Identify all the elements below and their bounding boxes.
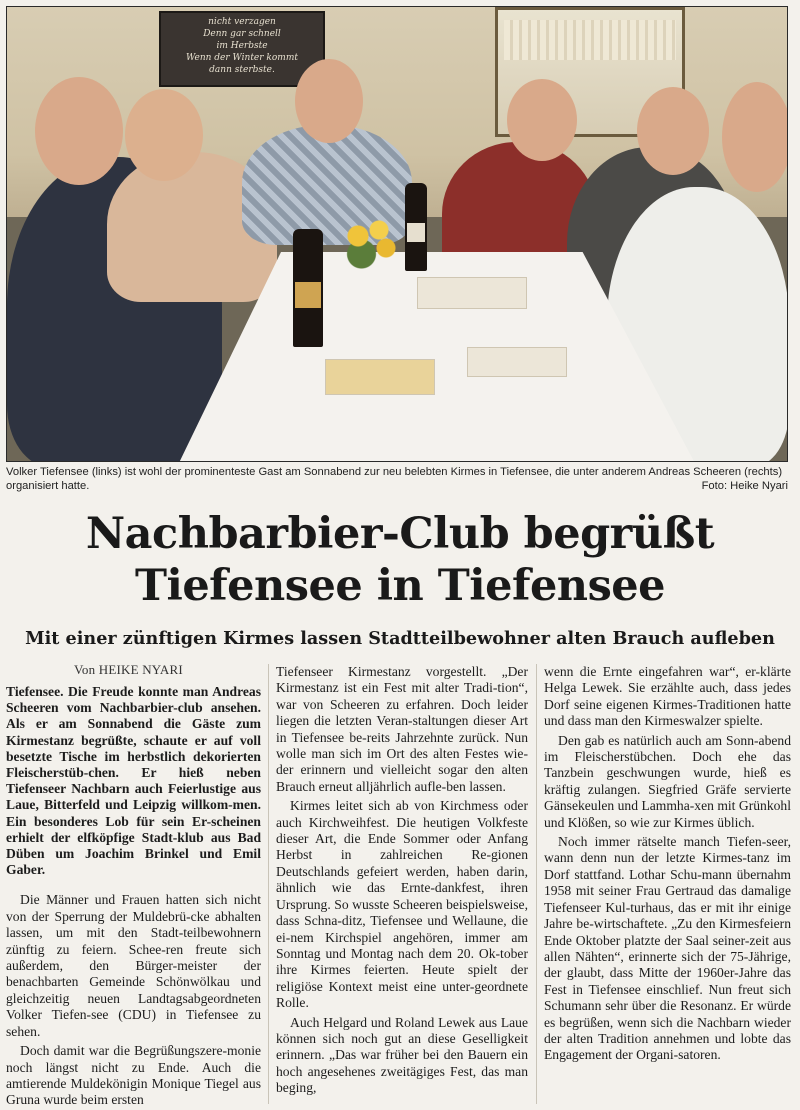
person-woman-floral-head xyxy=(125,89,203,181)
article-subheadline: Mit einer zünftigen Kirmes lassen Stadtteilbewohner alten Brauch aufleben xyxy=(25,628,775,649)
headline-line: Tiefensee in Tiefensee xyxy=(134,561,665,611)
photo-menu-card xyxy=(325,359,435,395)
person-man-grey-head xyxy=(637,87,709,175)
headline-line: Nachbarbier-Club begrüßt xyxy=(85,509,715,559)
photo-beer-bottle xyxy=(293,229,323,347)
photo-beer-bottle xyxy=(405,183,427,271)
photo-caption: Volker Tiefensee (links) ist wohl der prominenteste Gast am Sonnabend zur neu belebten Kirmes in Tiefensee, die unter anderem Andreas Scheeren (rechts) organisiert hatte. xyxy=(6,466,783,492)
article-headline xyxy=(0,508,800,612)
photo-wall-sign xyxy=(159,11,325,87)
article-paragraph: Den gab es natürlich auch am Sonn-abend im Fleischerstübchen. Doch ehe das Tanzbein geschwungen wurde, hieß es kräftig zulangen. Siegfried Gräfe servierte Gänsekeulen und Lammha-xen mit Grünkohl und Klößen, so wie zur Kirmes üblich. xyxy=(544,732,791,830)
article-column-3 xyxy=(544,664,791,1067)
column-divider xyxy=(268,664,269,1104)
sign-line: im Herbste xyxy=(216,41,268,51)
sign-line: Denn gar schnell xyxy=(203,29,281,39)
photo-flower-vase xyxy=(337,212,407,272)
photo-credit: Foto: Heike Nyari xyxy=(701,480,788,492)
article-column-2 xyxy=(276,664,528,1100)
photo-menu-card xyxy=(467,347,567,377)
article-paragraph: Auch Helgard und Roland Lewek aus Laue können sich noch gut an diese Geselligkeit erinnern. „Das war früher bei den Bauern ein hoch angesehenes zweitägiges Fest, das man beging, xyxy=(276,1014,528,1096)
person-left-man-head xyxy=(35,77,123,185)
article-paragraph: Die Männer und Frauen hatten sich nicht von der Sperrung der Muldebrü-cke abhalten lassen, um mit den Stadt-teilbewohnern zünftig zu feiern. Schee-ren freute sich außerdem, den Bürger-meister der benachbarten Gemeinde Schönwölkau und gleichzeitig neuen Landtagsabgeordneten Volker Tiefen-see (CDU) in Tiefensee zu sehen. xyxy=(6,892,261,1039)
person-man-plaid-head xyxy=(295,59,363,143)
photo-menu-card xyxy=(417,277,527,309)
sign-line: nicht verzagen xyxy=(208,17,276,27)
sign-line: Wenn der Winter kommt xyxy=(186,53,298,63)
article-byline: Von HEIKE NYARI xyxy=(74,662,183,677)
article-paragraph: wenn die Ernte eingefahren war“, er-klärte Helga Lewek. Sie erzählte auch, dass jedes Dorf seine eigenen Kirmes-Traditionen hatte und dass man den Kirmeswalzer spielte. xyxy=(544,664,791,729)
article-paragraph: Doch damit war die Begrüßungszere-monie noch längst nicht zu Ende. Auch die amtierende Muldekönigin Monique Tiegel aus Gruna wurde beim ersten xyxy=(6,1043,261,1108)
article-column-1 xyxy=(6,684,261,1110)
article-photo xyxy=(6,6,788,462)
sign-line: dann sterbste. xyxy=(209,65,275,75)
article-lead: Tiefensee. Die Freude konnte man Andreas Scheeren vom Nachbarbier-club ansehen. Als er am Sonnabend die Gäste zum Kirmestanz begrüßte, schaute er auf voll besetzte Tische im herbstlich dekorierten Fleischerstüb-chen. Er hieß neben Tiefenseer Nachbarn auch Feierlustige aus Laue, Bitterfeld und Leipzig willkom-men. Ein besonderes Lob für sein Er-scheinen erhielt der elfköpfige Stadt-klub aus Bad Düben um Joachim Brinkel und Emil Gaber. xyxy=(6,684,261,878)
person-right-man-head xyxy=(722,82,788,192)
article-paragraph: Kirmes leitet sich ab von Kirchmess oder auch Kirchweihfest. Die heutigen Volkfeste dieser Art, die Ende Sommer oder Anfang Herbst in zahlreichen Re-gionen Deutschlands gefeiert werden, haben darin, ähnlich wie das Ernte-dankfest, ihren Ursprung. So wusste Scheeren beispielsweise, dass Schna-ditz, Tiefensee und Wellaune, die ei-nem Kirchspiel angehören, immer am Sonntag und Montag nach dem 20. Ok-tober ihre Kirmes feierten. Heute spielt der religiöse Kontext meist eine unter-geordnete Rolle. xyxy=(276,798,528,1011)
article-paragraph: Tiefenseer Kirmestanz vorgestellt. „Der Kirmestanz ist ein Fest mit alter Tradi-tion“, war von Scheeren zu erfahren. Doch leider liegen die letzten Veran-staltungen dieser Art in Tiefensee be-reits Jahrzehnte zurück. Nun wolle man sich im Ort des alten Festes wie-der erinnern und vielleicht sogar den alten Brauch erneut alljährlich aufle-ben lassen. xyxy=(276,664,528,794)
column-divider xyxy=(536,664,537,1104)
person-woman-red-head xyxy=(507,79,577,161)
article-paragraph: Noch immer rätselte manch Tiefen-seer, wann denn nun der letzte Kirmes-tanz im Dorf stattfand. Lothar Schu-mann übernahm 1958 mit seiner Frau Gertraud das damalige Tiefenseer Kul-turhaus, das er mit ihr einige Jahre be-wirtschaftete. „Zu den Kirmesfeiern Ende Oktober platzte der Saal seiner-zeit aus allen Nähten“, erinnerte sich der 75-Jährige, der glaubt, dass Mitte der 1960er-Jahre das Fest in Tiefensee einschlief. Nun freut sich Schumann sehr über die Resonanz. Er würde es begrüßen, wenn sich die Nachbarn wieder der alten Tradition annehmen und lobte das Engagement der Organi-satoren. xyxy=(544,834,791,1063)
